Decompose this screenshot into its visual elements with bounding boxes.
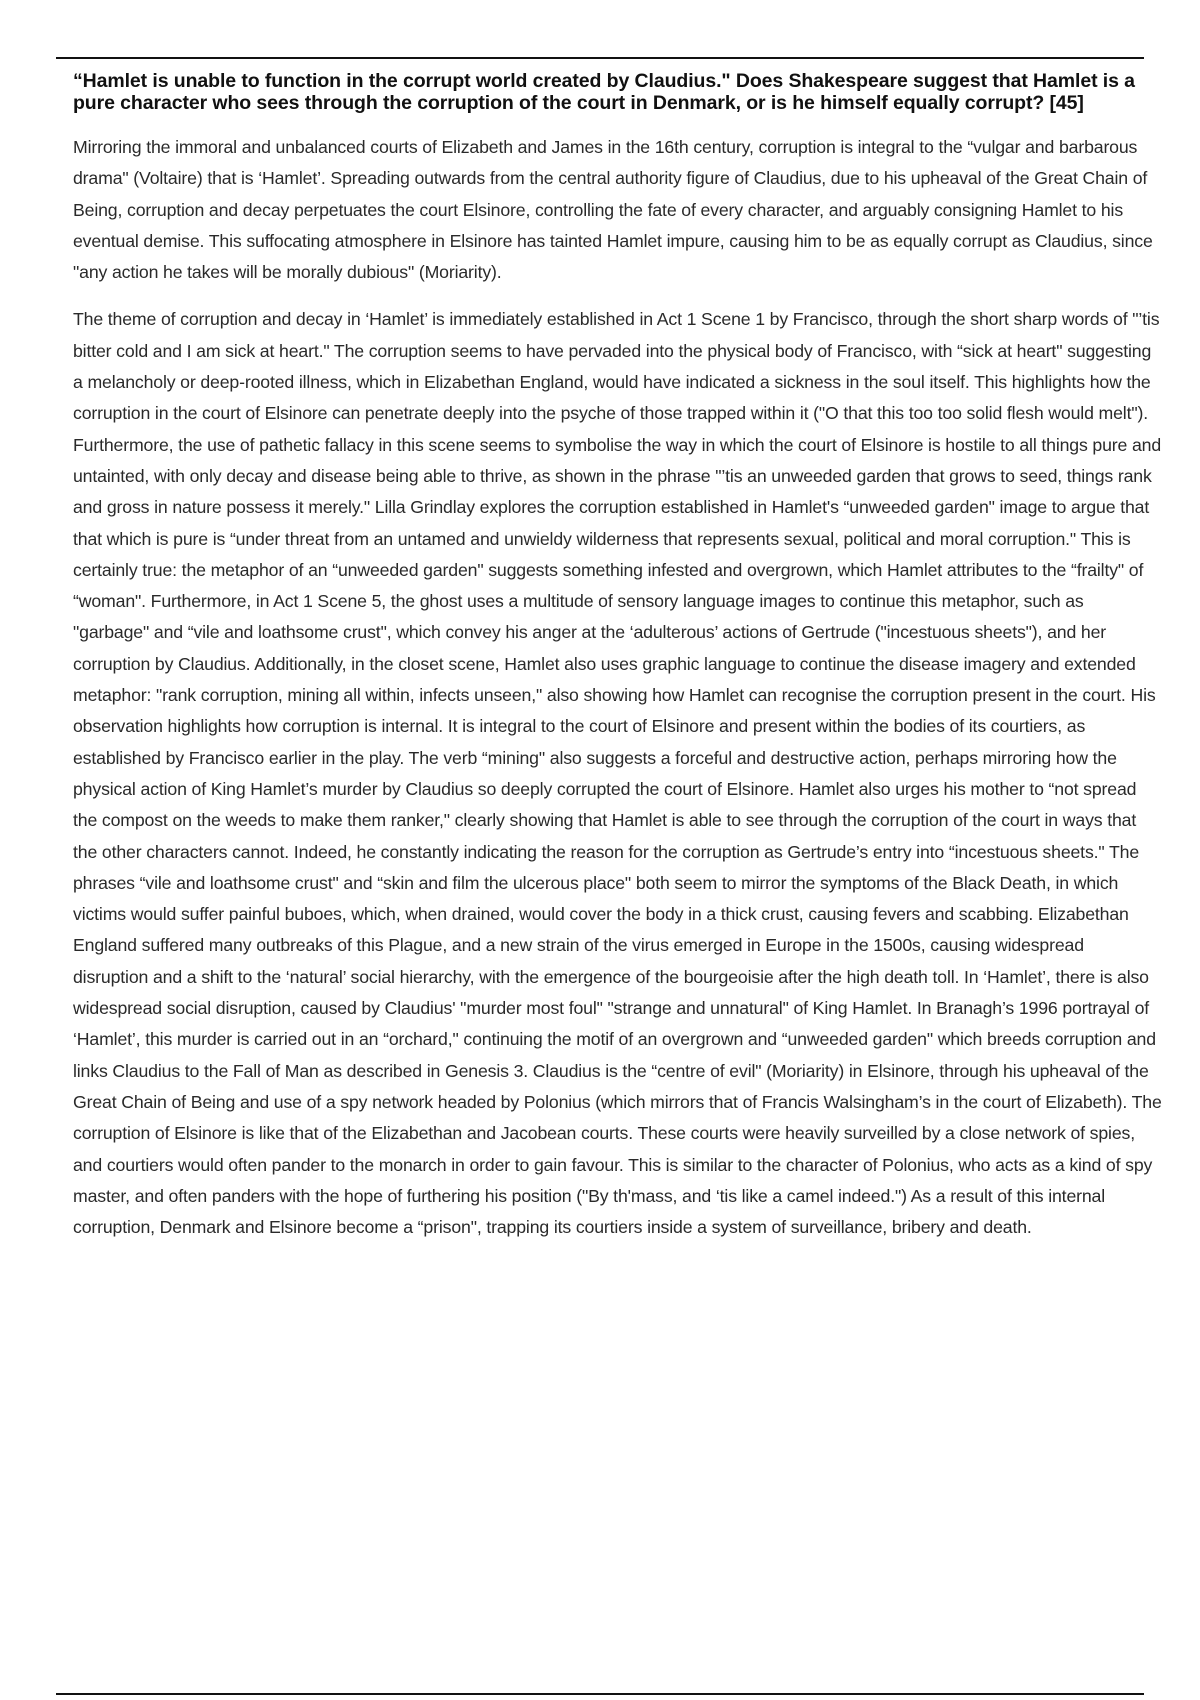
paragraph-introduction: Mirroring the immoral and unbalanced courts of Elizabeth and James in the 16th century, corruption is integral to the “vulgar and barbarous drama" (Voltaire) that is ‘Hamlet’. Spreading outwards from the central authority figure of Claudius, due to his upheaval of the Great Chain of Being, corruption and decay perpetuates the court Elsinore, controlling the fate of every character, and arguably consigning Hamlet to his eventual demise. This suffocating atmosphere in Elsinore has tainted Hamlet impure, causing him to be as equally corrupt as Claudius, since "any action he takes will be morally dubious" (Moriarity).	[73, 137, 1153, 283]
paragraph-corruption-theme: The theme of corruption and decay in ‘Hamlet’ is immediately established in Act 1 Scene 1 by Francisco, through the short sharp words of "’tis bitter cold and I am sick at heart." The corruption seems to have pervaded into the physical body of Francisco, with “sick at heart" suggesting a melancholy or deep-rooted illness, which in Elizabethan England, would have indicated a sickness in the soul itself. This highlights how the corruption in the court of Elsinore can penetrate deeply into the psyche of those trapped within it ("O that this too too solid flesh would melt"). Furthermore, the use of pathetic fallacy in this scene seems to symbolise the way in which the court of Elsinore is hostile to all things pure and untainted, with only decay and disease being able to thrive, as shown in the phrase "’tis an unweeded garden that grows to seed, things rank and gross in nature possess it merely." Lilla Grindlay explores the corruption established in Hamlet's “unweeded garden" image to argue that that which is pure is “under threat from an untamed and unwieldy wilderness that represents sexual, political and moral corruption." This is certainly true: the metaphor of an “unweeded garden" suggests something infested and overgrown, which Hamlet attributes to the “frailty" of “woman". Furthermore, in Act 1 Scene 5, the ghost uses a multitude of sensory language images to continue this metaphor, such as "garbage" and “vile and loathsome crust", which convey his anger at the ‘adulterous’ actions of Gertrude ("incestuous sheets"), and her corruption by Claudius. Additionally, in the closet scene, Hamlet also uses graphic language to continue the disease imagery and extended metaphor: "rank corruption, mining all within, infects unseen," also showing how Hamlet can recognise the corruption present in the court. His observation highlights how corruption is internal. It is integral to the court of Elsinore and present within the bodies of its courtiers, as established by Francisco earlier in the play. The verb “mining" also suggests a forceful and destructive action, perhaps mirroring how the physical action of King Hamlet’s murder by Claudius so deeply corrupted the court of Elsinore. Hamlet also urges his mother to “not spread the compost on the weeds to make them ranker," clearly showing that Hamlet is able to see through the corruption of the court in ways that the other characters cannot. Indeed, he constantly indicating the reason for the corruption as Gertrude’s entry into “incestuous sheets." The phrases “vile and loathsome crust" and “skin and film the ulcerous place" both seem to mirror the symptoms of the Black Death, in which victims would suffer painful buboes, which, when drained, would cover the body in a thick crust, causing fevers and scabbing. Elizabethan England suffered many outbreaks of this Plague, and a new strain of the virus emerged in Europe in the 1500s, causing widespread disruption and a shift to the ‘natural’ social hierarchy, with the emergence of the bourgeoisie after the high death toll. In ‘Hamlet’, there is also widespread social disruption, caused by Claudius' "murder most foul" "strange and unnatural" of King Hamlet. In Branagh’s 1996 portrayal of ‘Hamlet’, this murder is carried out in an “orchard," continuing the motif of an overgrown and “unweeded garden" which breeds corruption and links Claudius to the Fall of Man as described in Genesis 3. Claudius is the “centre of evil" (Moriarity) in Elsinore, through his upheaval of the Great Chain of Being and use of a spy network headed by Polonius (which mirrors that of Francis Walsingham’s in the court of Elizabeth). The corruption of Elsinore is like that of the Elizabethan and Jacobean courts. These courts were heavily surveilled by a close network of spies, and courtiers would often pander to the monarch in order to gain favour. This is similar to the character of Polonius, who acts as a kind of spy master, and often panders with the hope of furthering his position ("By th'mass, and ‘tis like a camel indeed.") As a result of this internal corruption, Denmark and Elsinore become a “prison", trapping its courtiers inside a system of surveillance, bribery and death.	[73, 309, 1162, 1238]
essay-question-title: “Hamlet is unable to function in the corrupt world created by Claudius." Does Shakespeare suggest that Hamlet is a pure character who sees through the corruption of the court in Denmark, or is he himself equally corrupt? [45]	[73, 70, 1135, 114]
document-body	[73, 70, 1163, 1259]
top-rule	[56, 57, 1144, 59]
bottom-rule	[56, 1693, 1144, 1695]
